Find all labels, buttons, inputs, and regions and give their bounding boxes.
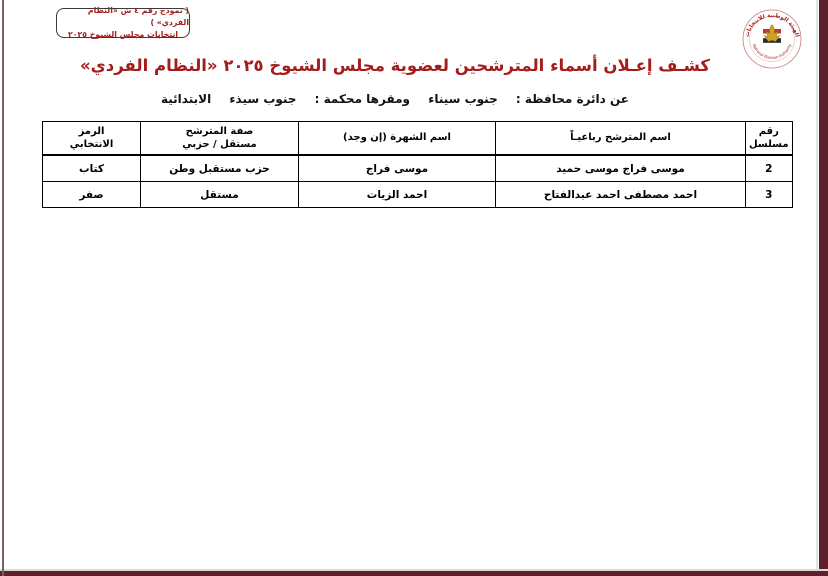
header-alias: اسم الشهرة (إن وجد) [299, 122, 496, 156]
cell-symbol: كتاب [43, 155, 141, 182]
header-capacity-line1: صفة المترشح [185, 125, 254, 137]
header-candidate-name: اسم المترشح رباعيـاً [496, 122, 746, 156]
cell-serial: 3 [746, 182, 793, 208]
page-edge-bottom-line [0, 569, 828, 571]
page-edge-right-line [816, 0, 818, 576]
header-serial-line2: مسلسل [749, 139, 789, 150]
cell-candidate-name: موسى فراج موسى حميد [496, 155, 746, 182]
cell-symbol: صفر [43, 182, 141, 208]
header-symbol-line1: الرمز [78, 125, 105, 137]
table-row [43, 155, 793, 182]
header-capacity-line2: مستقل / حزبي [182, 139, 257, 150]
page-edge-right [819, 0, 828, 576]
cell-serial: 2 [746, 155, 793, 182]
court-suffix: الابتدائية [161, 92, 212, 106]
header-row [43, 122, 793, 156]
cell-alias: موسى فراج [299, 155, 496, 182]
form-number-line1: ( نموذج رقم ٤ ش «النظام الفردي» ) [87, 5, 189, 27]
district-label: عن دائرة محافظة : [515, 92, 629, 106]
header-serial-line1: رقم [758, 125, 779, 137]
table-row [43, 182, 793, 208]
court-value: جنوب سيذء [229, 92, 297, 106]
page-edge-bottom [0, 571, 828, 576]
candidates-table [42, 121, 793, 208]
cell-capacity: مستقل [141, 182, 299, 208]
page-title: كشـف إعـلان أسماء المترشحين لعضوية مجلس الشيوخ ٢٠٢٥ «النظام الفردي» [80, 56, 710, 75]
header-symbol [43, 122, 141, 156]
court-label: ومقرها محكمة : [314, 92, 410, 106]
header-capacity [141, 122, 299, 156]
header-serial [746, 122, 793, 156]
cell-capacity: حزب مستقبل وطن [141, 155, 299, 182]
cell-candidate-name: احمد مصطفى احمد عبدالفتاح [496, 182, 746, 208]
form-number-line2: انتخابات مجلس الشيوخ ٢٠٢٥ [67, 30, 179, 40]
cell-alias: احمد الزيات [299, 182, 496, 208]
district-line [0, 92, 790, 106]
form-number-box [56, 5, 190, 40]
seal-english-text: National Election Authority [751, 43, 793, 61]
district-value: جنوب سيناء [428, 92, 498, 106]
seal-arabic-text: الهيئة الوطنية للانتخابات [744, 12, 800, 38]
header-symbol-line2: الانتخابي [69, 139, 114, 150]
page-edge-left [2, 0, 4, 576]
